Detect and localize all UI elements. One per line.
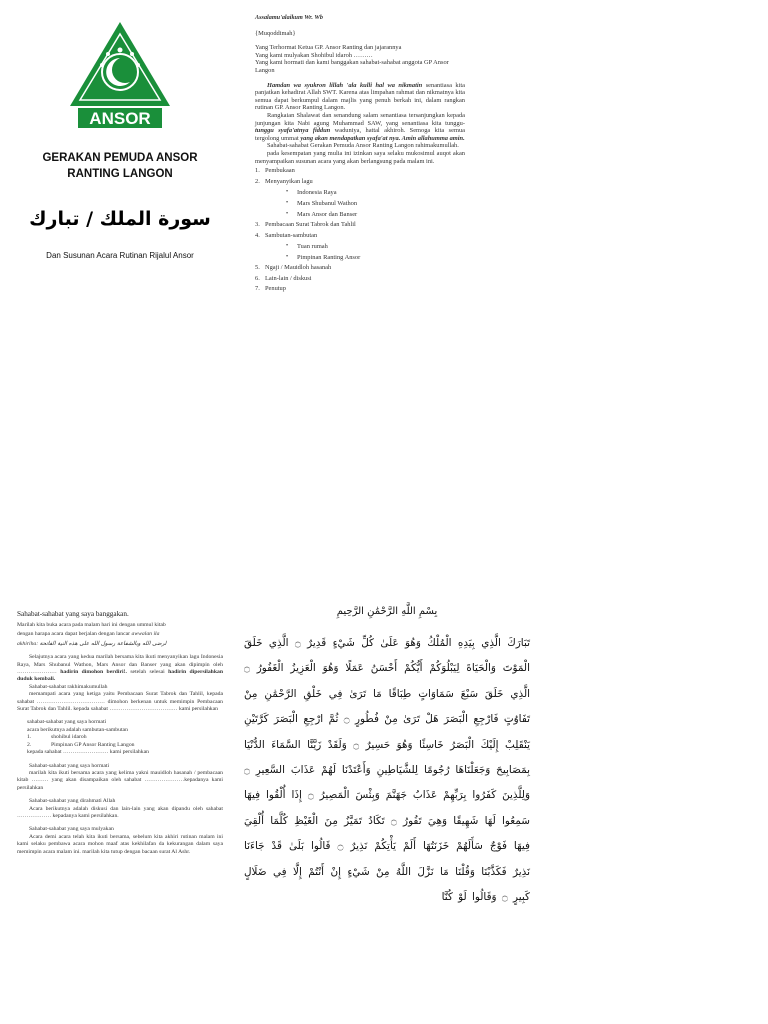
shalawat-phrase: tunggu syafa'atnya fiddun [255,127,331,135]
agenda-item [255,274,465,285]
agenda-number: 7. [255,285,260,293]
agenda-two-paragraph [17,654,223,684]
verse-text: قَالُوا بَلَىٰ قَدْ جَاءَنَا نَذِيرٌ فَكَذَّبْنَا وَقُلْنَا مَا نَزَّلَ اللَّهُ مِنْ شَيْءٍ إِنْ أَنْتُمْ إِلَّا فِي ضَلَالٍ كَبِيرٍ [244,840,530,904]
agenda-item [255,166,465,177]
paragraph-line: kepada sahabat …………………… kami persilahkan [27,749,149,756]
hamdalah-phrase: Hamdan wa syukron lillah 'ala kulli hal wa nikmatin [267,81,423,89]
agenda-label: Ngaji / Mauidloh hasanah [265,264,332,272]
agenda-number: 6. [255,274,260,282]
item-number: 1. [27,734,32,741]
paragraph-text: Selajutnya acara yang kedua marilah bersama kita ikuti menyanyikan lagu Indonesia Raya, Mars Shubanul Wathon, Mars Ansor dan Banser yang akan dipimpin oleh ………………… [17,654,223,676]
verse-text: تَكَادُ تَمَيَّزُ مِنَ الْغَيْظِ كُلَّمَا أُلْقِيَ فِيهَا فَوْجٌ سَأَلَهُمْ خَزَنَتُهَا أَلَمْ يَأْتِكُمْ نَذِيرٌ [244,814,530,853]
verse-text: وَقَالُوا لَوْ كُنَّا [441,891,497,904]
item-number: 2. [27,741,32,748]
agenda-label: Penutup [265,285,286,293]
agenda-number: 3. [255,221,260,229]
agenda-label: Pembacaan Surat Tabrok dan Tahlil [265,221,356,229]
verse-text: تَبَارَكَ الَّذِي بِيَدِهِ الْمُلْكُ وَهُوَ عَلَىٰ كُلِّ شَيْءٍ قَدِيرٌ [307,637,530,649]
surah-title: سورة الملك / تبارك [29,208,211,230]
surah-mulk-section [244,606,530,946]
verse-text: وَلَقَدْ زَيَّنَّا السَّمَاءَ الدُّنْيَا بِمَصَابِيحَ وَجَعَلْنَاهَا رُجُومًا لِلشَّيَاطِينِ وَأَعْتَدْنَا لَهُمْ عَذَابَ السَّعِيرِ [244,738,530,777]
shalawat-text: Rangkaian Shalawat dan senandung salam senantiasa tersanjungkan kepada junjungan kita Nabi agung Muhammad SAW, yang senantiasa kita tunggu- [255,111,465,127]
address-line: sahabat-sahabat yang saya hormati [27,719,107,726]
agenda-item [255,284,465,295]
agenda-six-paragraph: Acara berikutnya adalah diskusi dan lain-lain yang akan dipandu oleh sahabat ……………… kepadanya kami persilahkan. [17,805,223,819]
paragraph-line: acara berikutnya adalah sambutan-sambutan [27,726,128,733]
verse-marker-icon: ۝ [307,790,314,802]
greeting-line: Yang kami mulyakan Shohibul idaroh ……… [255,51,373,59]
verse-text: وَلِلَّذِينَ كَفَرُوا بِرَبِّهِمْ عَذَابُ جَهَنَّمَ وَبِئْسَ الْمَصِيرُ [319,789,530,802]
org-title-line1: GERAKAN PEMUDA ANSOR [42,152,198,164]
verse-marker-icon: ۝ [353,739,360,751]
quran-verses [244,631,530,910]
cover-section [20,20,220,280]
address-paragraph: Sahabat-sahabat Gerakan Pemuda Ansor Ranting Langon rahimakumullah. [267,142,459,150]
opening-line [17,641,223,648]
instruction-bold: hadirin dimohon berdiri!. [60,669,127,676]
verse-marker-icon: ۝ [337,841,344,853]
verse-marker-icon: ۝ [244,765,250,777]
agenda-list [255,166,465,295]
agenda-sublist [265,241,465,263]
agenda-item [255,231,465,264]
logo-text: ANSOR [89,109,151,128]
agenda-subitem: • Tuan rumah [265,241,465,252]
greeting-line: Yang Terhormat Ketua GP. Ansor Ranting dan jajarannya [255,44,402,52]
address-line: Sahabat-sahabat yang dirahmati Allah [29,798,116,805]
verse-marker-icon: ۝ [501,892,508,904]
organization-title [20,150,220,182]
agenda-subitem: • Mars Shubanul Wathon [265,198,465,209]
item-label: Pimpinan GP Ansor Ranting Langon [51,741,135,748]
opening-line: Marilah kita buka acara pada malam hari ini dengan ummul kitab [17,622,166,628]
agenda-three-paragraph: memampati acara yang ketiga yaitu Pembacaan Surat Tabrok dan Tahlil, kepada sahabat ……………………………… dimohon berkenan untuk memimpin Pembacaan Surat Tabrok dan Tahlil. kepada sahabat ……………………………… kami persilahkan [17,691,223,713]
agenda-subitem: • Pimpinan Ranting Ansor [265,252,465,263]
instruction-bold: hadirin dipersilahkan duduk kembali. [17,669,224,683]
agenda-item [255,220,465,231]
agenda-label: Pembukaan [265,167,295,175]
opening-text: dengan harapa acara dapat berjalan dengan lancar [17,631,131,638]
greeting-line: Yang kami hormati dan kami banggakan sahabat-sahabat anggota GP Ansor Langon [255,59,449,74]
muqaddimah-heading: {Muqoddimah} [255,29,296,37]
greetings-list [255,44,465,74]
agenda-item [255,263,465,274]
ansor-logo-icon [68,20,172,140]
opening-line [17,631,223,638]
agenda-subitem: • Indonesia Raya [265,187,465,198]
verse-marker-icon: ۝ [343,714,350,726]
address-line: Sahabat-sahabat rakhimakumullah [29,683,108,690]
verse-marker-icon: ۝ [244,663,250,675]
verse-marker-icon: ۝ [390,815,397,827]
agenda-number: 1. [255,167,260,175]
verse-text: إِذَا أُلْقُوا فِيهَا سَمِعُوا لَهَا شَهِيقًا وَهِيَ تَفُورُ [244,789,530,827]
agenda-sublist [265,187,465,220]
verse-text: الَّذِي خَلَقَ الْمَوْتَ وَالْحَيَاةَ لِيَبْلُوَكُمْ أَيُّكُمْ أَحْسَنُ عَمَلًا وَهُوَ الْعَزِيزُ الْغَفُورُ [244,637,530,675]
fatihah-intention: لرضى الله وبالشفاعة رسول الله على هذه النية الفاتحة [39,640,167,647]
agenda-number: 4. [255,231,260,239]
shalawat-paragraph [255,112,465,142]
opening-italic: akhiriha: [17,640,39,647]
agenda-number: 2. [255,177,260,185]
item-label: shohibul idaroh [51,734,87,741]
paragraph-text: setelah selesai [130,669,165,676]
agenda-subitem: • Mars Ansor dan Banser [265,209,465,220]
verse-marker-icon: ۝ [294,638,301,649]
hamdalah-paragraph [255,82,465,112]
sambutan-section [17,610,223,856]
agenda-label: Lain-lain / diskusi [265,274,312,282]
intro-paragraph: pada kesempatan yang mulia ini izinkan saya selaku mukosimul auqot akan menyampaikan susunan acara yang akan berlangsung pada malam ini. [255,149,465,165]
sambutan-heading: Sahabat-sahabat yang saya banggakan. [17,610,129,618]
closing-paragraph: Acara demi acara telah kita ikuti bersama, sebelum kita akhiri rutinan malam ini kami selaku pembawa acara mohon maaf atas kekhilafan da kekurangan dalam saya memimpin acara malam ini. marilah kita tutup dengan bacaan surat Al Ashr. [17,833,223,855]
agenda-item [255,177,465,221]
shalawat-text: waduniya, hattal akhiroh. Semoga kita semua tergolong ummat [255,127,465,142]
address-line: Sahabat-sahabat yang saya hormati [29,762,110,769]
shalawat-phrase: yang akan mendapatkan syafa'at nya. Amin allahumma amin. [300,134,465,142]
sambutan-item [17,742,223,749]
agenda-number: 5. [255,264,260,272]
opening-italic: awwalan ila [131,631,160,638]
salam-greeting: Assalamu'alaikum Wr. Wb [255,14,323,21]
muqaddimah-section [255,14,465,295]
address-line: Sahabat-sahabat yang saya mulyakan [29,826,114,833]
agenda-label: Sambutan-sambutan [265,231,318,239]
org-title-line2: RANTING LANGON [67,168,173,180]
sambutan-item [17,734,223,741]
hamdalah-text: senantiasa kita panjatkan kehadirat Allah SWT. Karena atas limpahan rahmat dan nikmatnya kita semua dapat berkumpul dalam majlis yang penuh berkah ini, dalam rangkan rutinan GP. Ansor Ranting Langon. [255,81,465,112]
cover-subtitle: Dan Susunan Acara Rutinan Rijalul Ansor [46,251,194,260]
verse-text: الَّذِي خَلَقَ سَبْعَ سَمَاوَاتٍ طِبَاقًا مَا تَرَىٰ فِي خَلْقِ الرَّحْمَٰنِ مِنْ تَفَاوُتٍ فَارْجِعِ الْبَصَرَ هَلْ تَرَىٰ مِنْ فُطُورٍ [244,687,530,726]
basmalah: بِسْمِ اللَّهِ الرَّحْمَٰنِ الرَّحِيمِ [336,606,438,617]
verse-text: ثُمَّ ارْجِعِ الْبَصَرَ كَرَّتَيْنِ يَنْقَلِبْ إِلَيْكَ الْبَصَرُ خَاسِئًا وَهُوَ حَسِيرٌ [244,713,530,751]
agenda-five-paragraph: marilah kita ikuti bersama acara yang kelima yakni mauidloh hasanah / pembacaan kitab ……… yang akan disampaikan oleh sahabat …………………kepadanya kami persilahkan [17,769,223,791]
agenda-label: Menyanyikan lagu [265,177,313,185]
